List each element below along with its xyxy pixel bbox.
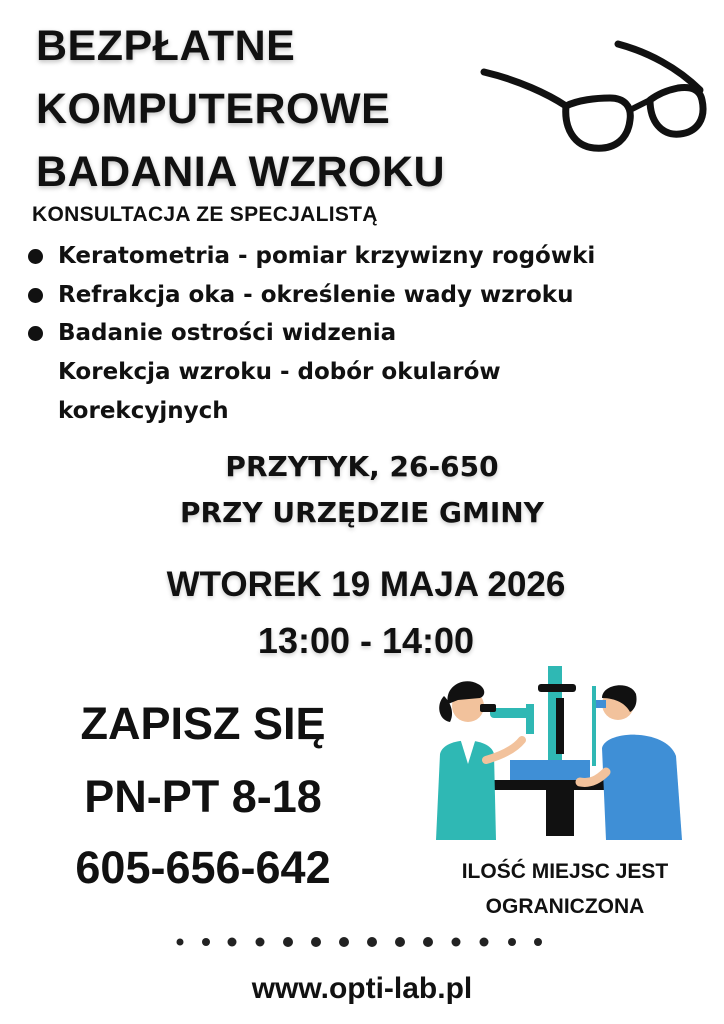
eye-exam-illustration — [430, 664, 686, 844]
list-item-text: Korekcja wzroku - dobór okularów — [58, 359, 501, 385]
glasses-icon — [478, 38, 708, 158]
notice-line-2: OGRANICZONA — [485, 895, 645, 918]
event-time: 13:00 - 14:00 — [257, 620, 475, 661]
list-item-text: korekcyjnych — [58, 398, 229, 424]
dotted-divider — [170, 934, 550, 950]
location-line-2: PRZY URZĘDZIE GMINY — [180, 496, 544, 529]
subtitle: KONSULTACJA ZE SPECJALISTĄ — [32, 203, 378, 226]
signup-heading: ZAPISZ SIĘ — [80, 698, 326, 749]
title-line-3: BADANIA WZROKU — [36, 148, 446, 196]
website-link[interactable]: www.opti-lab.pl — [251, 972, 473, 1005]
list-item-text: Keratometria - pomiar krzywizny rogówki — [58, 243, 596, 269]
phone-number[interactable]: 605-656-642 — [75, 842, 331, 893]
bullet-icon — [28, 249, 43, 264]
location-line-1: PRZYTYK, 26-650 — [225, 450, 499, 483]
list-item-text: Badanie ostrości widzenia — [58, 320, 397, 346]
title-line-2: KOMPUTEROWE — [36, 85, 391, 133]
event-date: WTOREK 19 MAJA 2026 — [166, 565, 566, 604]
notice-line-1: ILOŚĆ MIEJSC JEST — [461, 860, 669, 883]
signup-hours: PN-PT 8-18 — [84, 771, 322, 822]
title-line-1: BEZPŁATNE — [36, 22, 296, 70]
bullet-icon — [28, 326, 43, 341]
bullet-icon — [28, 288, 43, 303]
list-item-text: Refrakcja oka - określenie wady wzroku — [58, 282, 574, 308]
